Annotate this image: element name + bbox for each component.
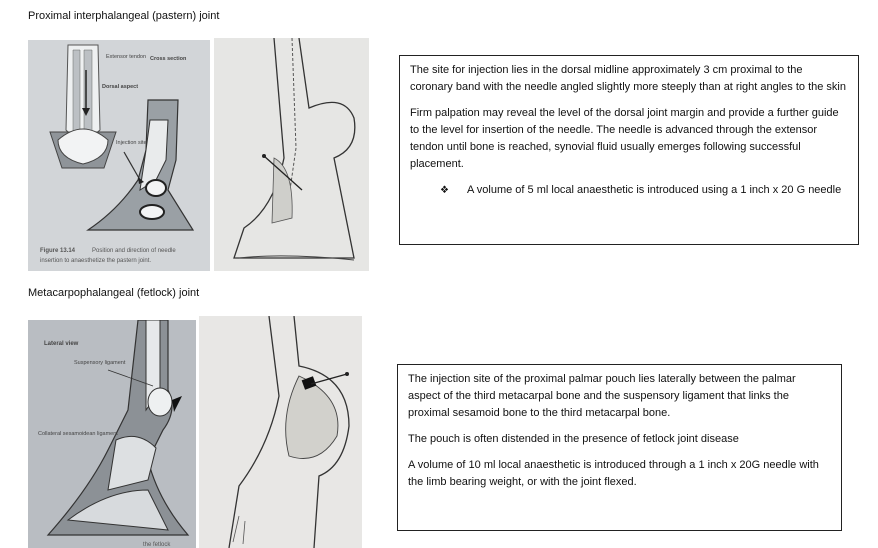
label-extensor-tendon: Extensor tendon (106, 54, 147, 60)
pastern-description-box (399, 55, 859, 245)
fetlock-textbook-figure (28, 320, 196, 548)
label-lateral-view: Lateral view (44, 341, 79, 347)
pastern-sketch-figure (214, 38, 369, 271)
figure-caption-line2: insertion to anaesthetize the pastern joint. (40, 258, 152, 264)
fetlock-paragraph-2: The pouch is often distended in the presence of fetlock joint disease (408, 433, 739, 445)
figure-caption-text: Position and direction of needle (92, 248, 176, 254)
fetlock-description-box (397, 364, 842, 531)
pastern-textbook-figure (28, 40, 210, 271)
figure-caption-number: Figure 13.14 (40, 248, 76, 254)
fetlock-paragraph-1: The injection site of the proximal palmar pouch lies laterally between the palmar aspect of the third metacarpal bone and the suspensory ligament that links the proximal sesamoid bone to the third metacarpal bone. (408, 373, 796, 419)
pastern-paragraph-2: Firm palpation may reveal the level of the dorsal joint margin and provide a further guide to the level for insertion of the needle. The needle is advanced through the extensor tendon until bone is reached, synovial fluid usually emerges following successful placement. (410, 107, 839, 170)
label-injection-site: Injection site (116, 140, 147, 146)
pastern-bullet-text: A volume of 5 ml local anaesthetic is introduced using a 1 inch x 20 G needle (467, 184, 842, 196)
label-cross-section: Cross section (150, 56, 187, 62)
label-suspensory-ligament: Suspensory ligament (74, 360, 126, 366)
pastern-paragraph-1: The site for injection lies in the dorsal midline approximately 3 cm proximal to the coronary band with the needle angled slightly more steeply than at right angles to the skin (410, 64, 846, 93)
pastern-bullet-item (440, 182, 848, 199)
figure-caption-partial: the fetlock (143, 542, 171, 548)
diamond-bullet-icon: ❖ (440, 185, 449, 196)
fetlock-sketch-figure (199, 316, 362, 548)
label-collateral-sesamoidean-ligament: Collateral sesamoidean ligament (38, 431, 118, 437)
section-heading-pastern: Proximal interphalangeal (pastern) joint (28, 10, 220, 22)
label-dorsal-aspect: Dorsal aspect (102, 84, 139, 90)
fetlock-paragraph-3: A volume of 10 ml local anaesthetic is introduced through a 1 inch x 20G needle with the limb bearing weight, or with the joint flexed. (408, 459, 819, 488)
section-heading-fetlock: Metacarpophalangeal (fetlock) joint (28, 287, 200, 299)
